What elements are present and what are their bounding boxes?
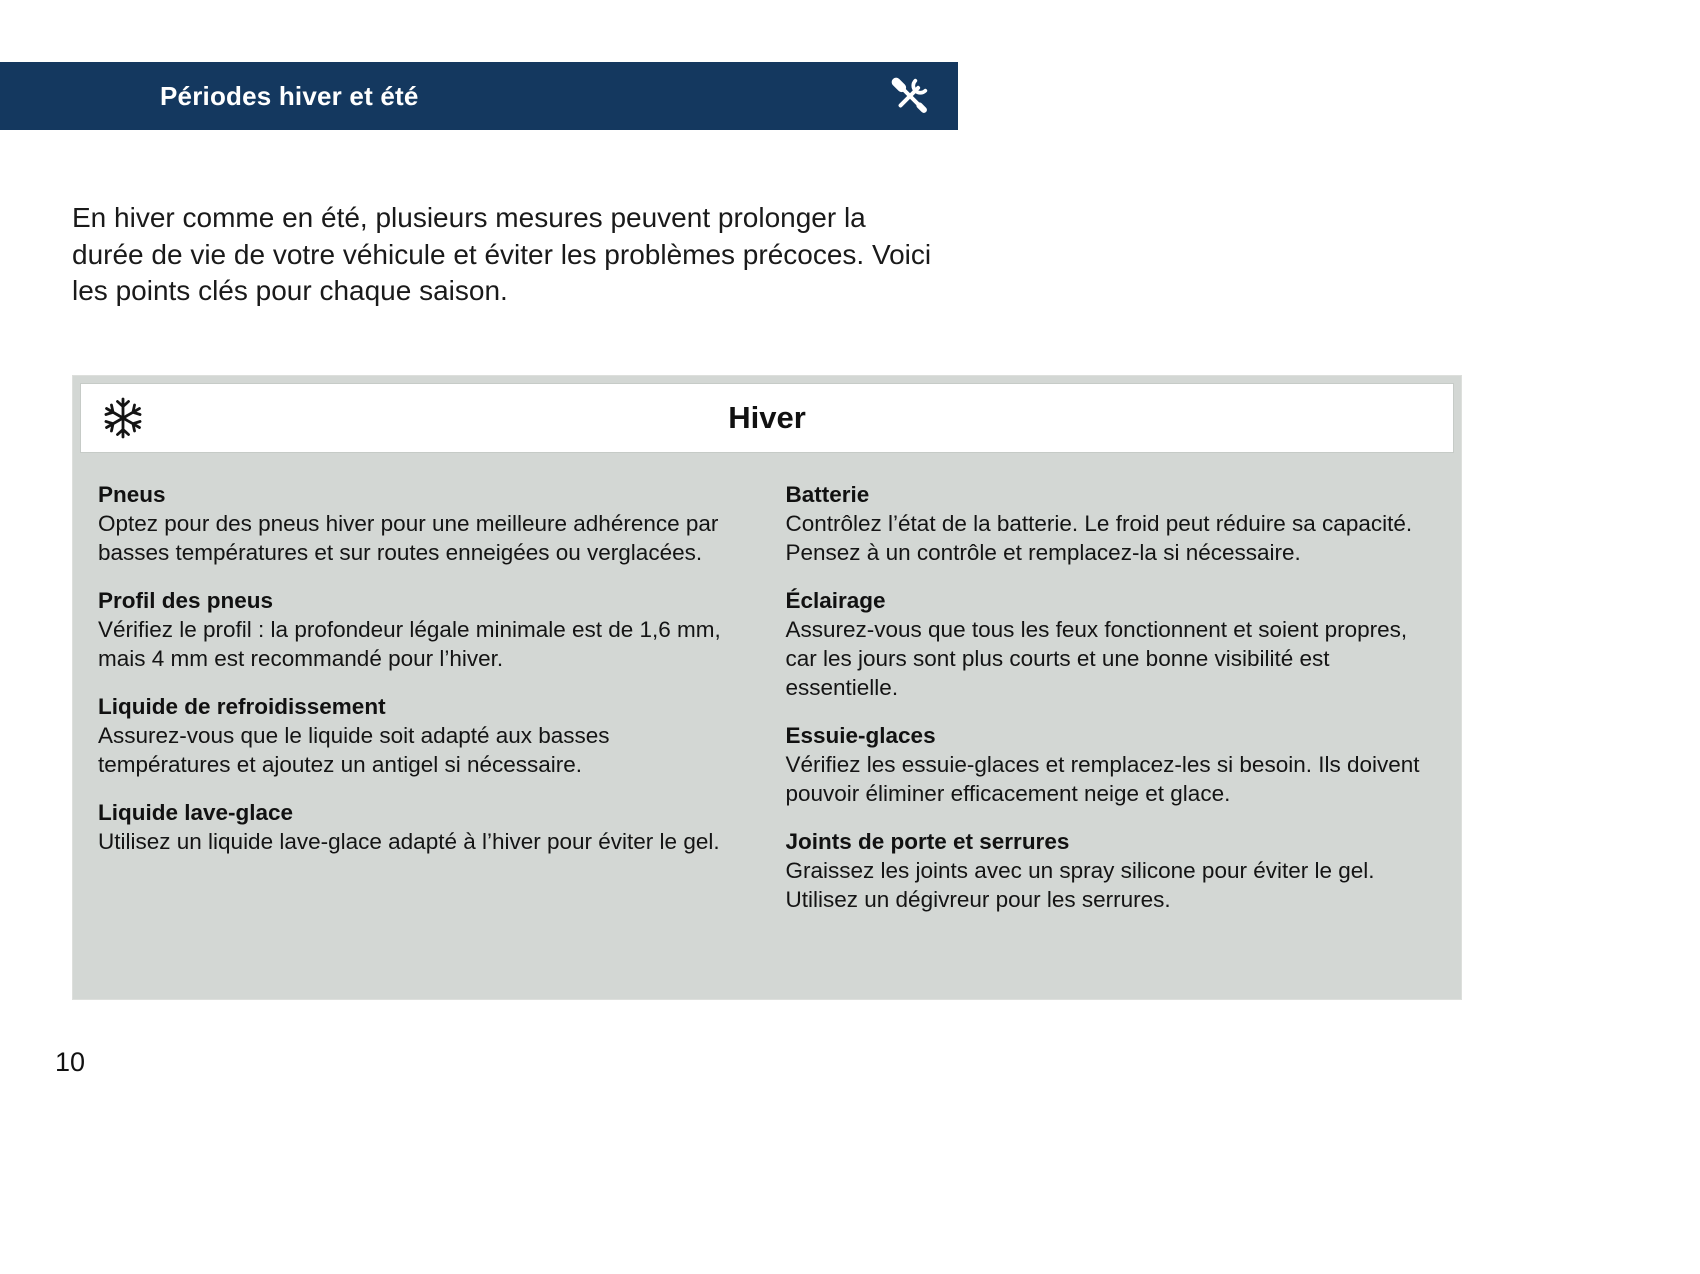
tip-item-pneus [98,480,744,567]
tip-item-profil-des-pneus [98,586,744,673]
tip-item-liquide-refroidissement [98,692,744,779]
winter-left-column [98,480,744,914]
winter-right-column [786,480,1432,914]
tip-item-eclairage [786,586,1432,702]
tip-body: Vérifiez les essuie-glaces et remplacez-les si besoin. Ils doivent pouvoir éliminer efficacement neige et glace. [785,752,1420,807]
section-header-bar [0,62,958,130]
tip-body: Graissez les joints avec un spray silicone pour éviter le gel. Utilisez un dégivreur pour les serrures. [785,858,1375,913]
tip-body: Contrôlez l’état de la batterie. Le froid peut réduire sa capacité. Pensez à un contrôle et remplacez-la si nécessaire. [785,511,1413,566]
tip-heading: Batterie [785,482,870,508]
intro-paragraph: En hiver comme en été, plusieurs mesures peuvent prolonger la durée de vie de votre véhicule et éviter les problèmes précoces. Voici les points clés pour chaque saison. [72,202,932,307]
tools-icon [890,76,930,116]
tip-item-joints-serrures [786,827,1432,914]
tip-heading: Liquide de refroidissement [98,694,386,720]
tip-heading: Joints de porte et serrures [785,829,1070,855]
tip-item-essuie-glaces [786,721,1432,808]
tip-item-liquide-lave-glace [98,798,744,856]
tip-heading: Profil des pneus [98,588,274,614]
tip-heading: Essuie-glaces [785,723,936,749]
tip-body: Vérifiez le profil : la profondeur légale minimale est de 1,6 mm, mais 4 mm est recommandé pour l’hiver. [98,617,721,672]
tip-item-batterie [786,480,1432,567]
winter-card-header [80,383,1454,453]
page-number: 10 [55,1047,86,1078]
tip-heading: Éclairage [785,588,886,614]
tip-body: Optez pour des pneus hiver pour une meilleure adhérence par basses températures et sur routes enneigées ou verglacées. [98,511,719,566]
tip-body: Assurez-vous que tous les feux fonctionnent et soient propres, car les jours sont plus courts et une bonne visibilité est essentielle. [785,617,1408,701]
winter-card [72,375,1462,1000]
tip-heading: Pneus [98,482,166,508]
winter-card-title: Hiver [728,400,806,436]
manual-page [0,62,1700,1078]
tip-body: Assurez-vous que le liquide soit adapté aux basses températures et ajoutez un antigel si nécessaire. [98,723,610,778]
section-title: Périodes hiver et été [160,81,419,111]
tip-body: Utilisez un liquide lave-glace adapté à l’hiver pour éviter le gel. [98,829,720,855]
tip-heading: Liquide lave-glace [98,800,294,826]
winter-card-body [73,453,1461,956]
